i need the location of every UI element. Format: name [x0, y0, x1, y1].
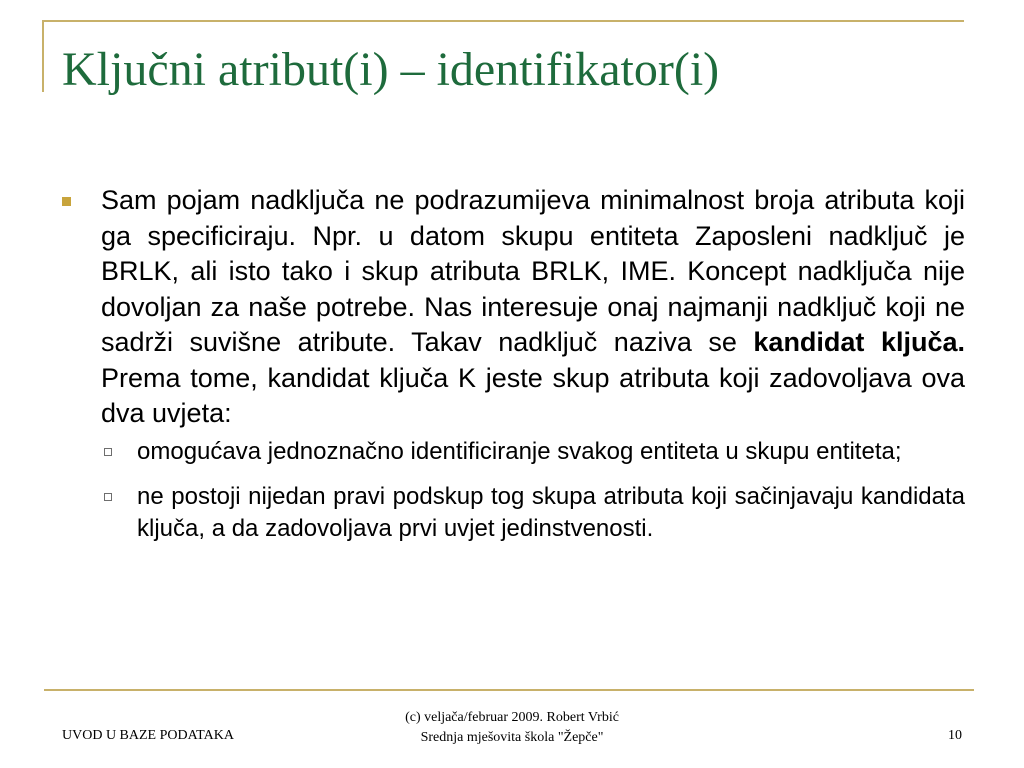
- footer-copyright-line1: (c) veljača/februar 2009. Robert Vrbić: [405, 710, 619, 725]
- bullet-text-before: Sam pojam nadključa ne podrazumijeva minimalnost broja atributa koji ga specificiraju. Npr. u datom skupu entiteta Zaposleni nadključ je BRLK, ali isto tako i skup atributa BRLK, IME. Koncept nadključa nije dovoljan za naše potrebe. Nas interesuje onaj najmanji nadključ koji ne sadrži suvišne atribute. Takav nadključ naziva se: [101, 185, 965, 357]
- subbullet-text: omogućava jednoznačno identificiranje svakog entiteta u skupu entiteta;: [137, 437, 902, 465]
- footer-copyright: [362, 708, 662, 748]
- hollow-square-bullet-icon: [104, 493, 112, 501]
- title-left-rule: [42, 20, 44, 92]
- bullet-bold-term: kandidat ključa.: [753, 327, 965, 357]
- bullet-text-after: Prema tome, kandidat ključa K jeste skup atributa koji zadovoljava ova dva uvjeta:: [101, 362, 965, 428]
- square-bullet-icon: [62, 197, 71, 206]
- footer-copyright-line2: Srednja mješovita škola "Žepče": [420, 730, 604, 745]
- hollow-square-bullet-icon: [104, 448, 112, 456]
- subbullet-item: [101, 436, 965, 468]
- subbullet-item: [101, 481, 965, 545]
- slide-content: [62, 183, 965, 545]
- subbullet-text: ne postoji nijedan pravi podskup tog skupa atributa koji sačinjavaju kandidata ključa, a da zadovoljava prvi uvjet jedinstvenosti.: [137, 482, 965, 542]
- title-top-rule: [42, 20, 964, 22]
- footer-course-title: UVOD U BAZE PODATAKA: [62, 728, 234, 743]
- page-number: 10: [948, 728, 962, 743]
- slide-title: Ključni atribut(i) – identifikator(i): [62, 43, 720, 96]
- bullet-item: [62, 183, 965, 432]
- footer-rule: [44, 689, 974, 691]
